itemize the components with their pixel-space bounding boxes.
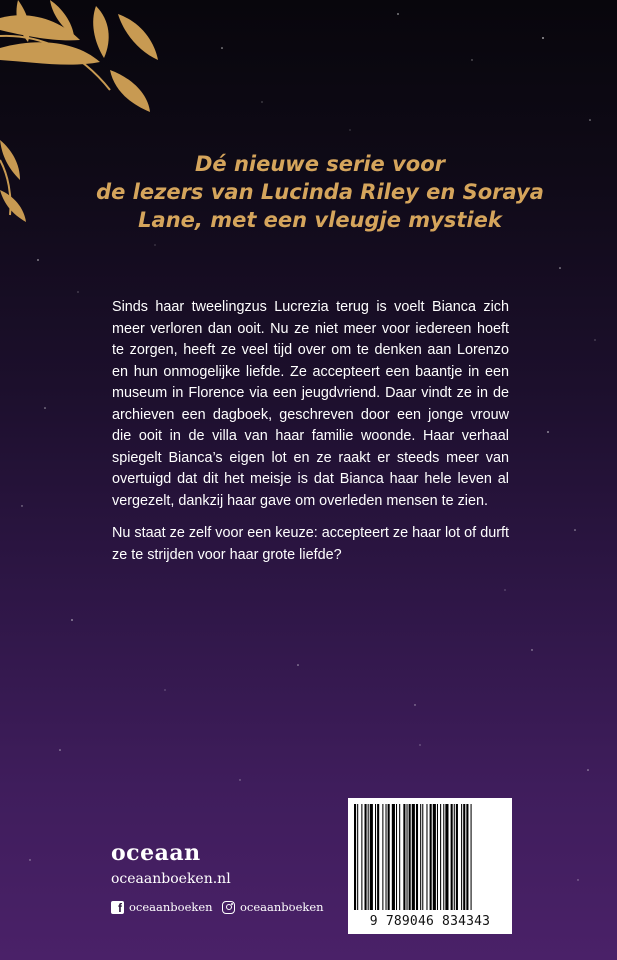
barcode-bar (399, 804, 400, 910)
barcode-bar (426, 804, 427, 910)
barcode-bar (463, 804, 465, 910)
book-blurb (112, 297, 509, 577)
instagram-icon (222, 901, 235, 914)
barcode-bar (361, 804, 362, 910)
barcode-bar (433, 804, 436, 910)
barcode-bar (354, 804, 356, 910)
barcode-bar (412, 804, 415, 910)
isbn-barcode (348, 798, 512, 934)
barcode-bar (396, 804, 397, 910)
barcode-bar (368, 804, 369, 910)
barcode-bar (466, 804, 468, 910)
publisher-logo: oceaan (111, 840, 201, 866)
barcode-bar (422, 804, 423, 910)
barcode-bar (440, 804, 441, 910)
barcode-bar (471, 804, 472, 910)
barcode-bar (437, 804, 438, 910)
barcode-bar (443, 804, 444, 910)
barcode-bar (461, 804, 462, 910)
isbn-number: 9 789046 834343 (369, 914, 491, 929)
barcode-bar (430, 804, 432, 910)
barcode-bar (456, 804, 458, 910)
barcode-bar (382, 804, 383, 910)
facebook-icon (111, 901, 124, 914)
barcode-bar (454, 804, 455, 910)
barcode-bar (392, 804, 395, 910)
barcode-bar (375, 804, 376, 910)
instagram-link (222, 899, 324, 915)
barcode-bar (407, 804, 408, 910)
barcode-bar (370, 804, 373, 910)
tagline-line-3: Lane, met een vleugje mystiek (138, 208, 502, 232)
barcode-bars (354, 804, 506, 910)
barcode-bar (357, 804, 358, 910)
barcode-bar (386, 804, 387, 910)
blurb-paragraph-2: Nu staat ze zelf voor een keuze: accepteert ze haar lot of durft ze te strijden voor haar grote liefde? (112, 525, 509, 563)
tagline-line-1: Dé nieuwe serie voor (194, 152, 446, 176)
barcode-bar (388, 804, 390, 910)
instagram-handle: oceaanboeken (240, 900, 324, 914)
barcode-bar (451, 804, 453, 910)
tagline-line-2: de lezers van Lucinda Riley en Soraya (96, 180, 544, 204)
facebook-handle: oceaanboeken (129, 900, 213, 914)
barcode-bar (445, 804, 448, 910)
barcode-bar (420, 804, 421, 910)
facebook-link (111, 899, 213, 915)
barcode-bar (409, 804, 411, 910)
barcode-bar (377, 804, 379, 910)
barcode-bar (365, 804, 367, 910)
blurb-paragraph-1: Sinds haar tweelingzus Lucrezia terug is voelt Bianca zich meer verloren dan ooit. Nu ze niet meer voor iedereen hoeft te zorgen, heeft ze veel tijd over om te denken aan Lorenzo en hun onmogelijke liefde. Ze accepteert een baantje in een museum in Florence via een jeugdvriend. Daar vindt ze in de archieven een dagboek, geschreven door een jonge vrouw die ooit in de villa van haar familie woonde. Haar verhaal spiegelt Bianca’s eigen lot en ze raakt er steeds meer van overtuigd dat dit het meisje is dat Bianca haar hele leven al vergezelt, dankzij haar gave om overleden mensen te zien. (112, 299, 509, 509)
tagline (60, 150, 580, 234)
barcode-bar (416, 804, 418, 910)
publisher-website: oceaanboeken.nl (111, 871, 231, 887)
barcode-bar (403, 804, 405, 910)
